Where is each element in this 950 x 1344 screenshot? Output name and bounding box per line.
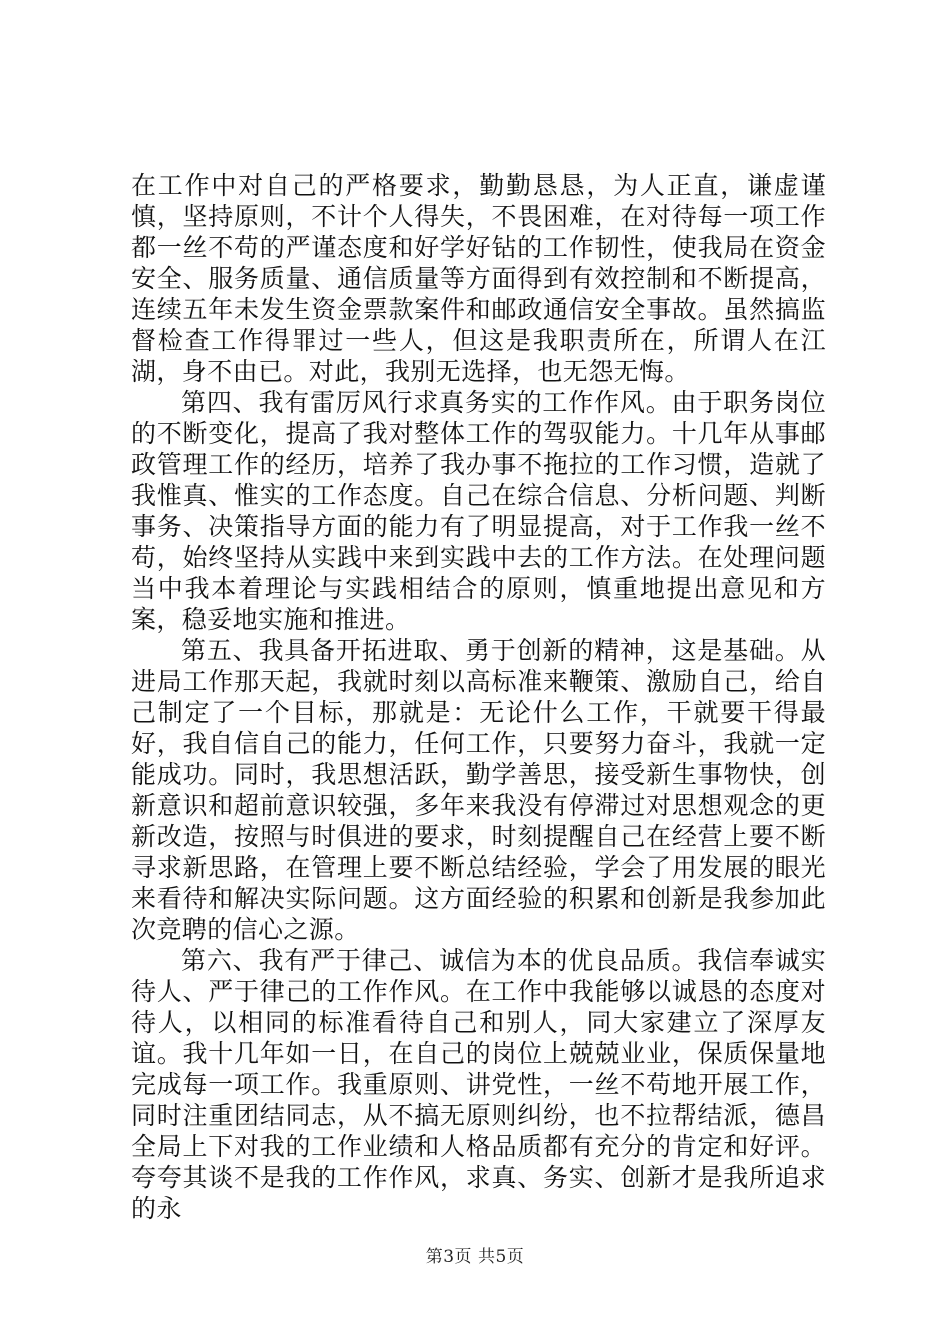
page-footer <box>0 1242 950 1267</box>
paragraph-continuation: 在工作中对自己的严格要求，勤勤恳恳，为人正直，谦虚谨慎，坚持原则，不计个人得失，不畏困难，在对待每一项工作都一丝不苟的严谨态度和好学好钻的工作韧性，使我局在资金安全、服务质量、通信质量等方面得到有效控制和不断提高，连续五年未发生资金票款案件和邮政通信安全事故。虽然搞监督检查工作得罪过一些人，但这是我职责所在，所谓人在江湖，身不由已。对此，我别无选择，也无怨无悔。 <box>131 171 826 386</box>
paragraph-fifth-point: 第五、我具备开拓进取、勇于创新的精神，这是基础。从进局工作那天起，我就时刻以高标准来鞭策、激励自己，给自己制定了一个目标，那就是：无论什么工作，干就要干得最好，我自信自己的能力，任何工作，只要努力奋斗，我就一定能成功。同时，我思想活跃，勤学善思，接受新生事物快，创新意识和超前意识较强，多年来我没有停滞过对思想观念的更新改造，按照与时俱进的要求，时刻提醒自己在经营上要不断寻求新思路，在管理上要不断总结经验，学会了用发展的眼光来看待和解决实际问题。这方面经验的积累和创新是我参加此次竞聘的信心之源。 <box>131 636 826 944</box>
page-number-label: 第3页 共5页 <box>425 1247 525 1267</box>
body-text <box>131 170 826 1224</box>
paragraph-fourth-point: 第四、我有雷厉风行求真务实的工作作风。由于职务岗位的不断变化，提高了我对整体工作的驾驭能力。十几年从事邮政管理工作的经历，培养了我办事不拖拉的工作习惯，造就了我惟真、惟实的工作态度。自己在综合信息、分析问题、判断事务、决策指导方面的能力有了明显提高，对于工作我一丝不苟，始终坚持从实践中来到实践中去的工作方法。在处理问题当中我本着理论与实践相结合的原则，慎重地提出意见和方案，稳妥地实施和推进。 <box>131 388 826 634</box>
paragraph-sixth-point: 第六、我有严于律己、诚信为本的优良品质。我信奉诚实待人、严于律己的工作作风。在工作中我能够以诚恳的态度对待人，以相同的标准看待自己和别人，同大家建立了深厚友谊。我十几年如一日，在自己的岗位上兢兢业业，保质保量地完成每一项工作。我重原则、讲党性，一丝不苟地开展工作，同时注重团结同志，从不搞无原则纠纷，也不拉帮结派，德昌全局上下对我的工作业绩和人格品质都有充分的肯定和好评。夸夸其谈不是我的工作作风，求真、务实、创新才是我所追求的永 <box>131 946 826 1223</box>
